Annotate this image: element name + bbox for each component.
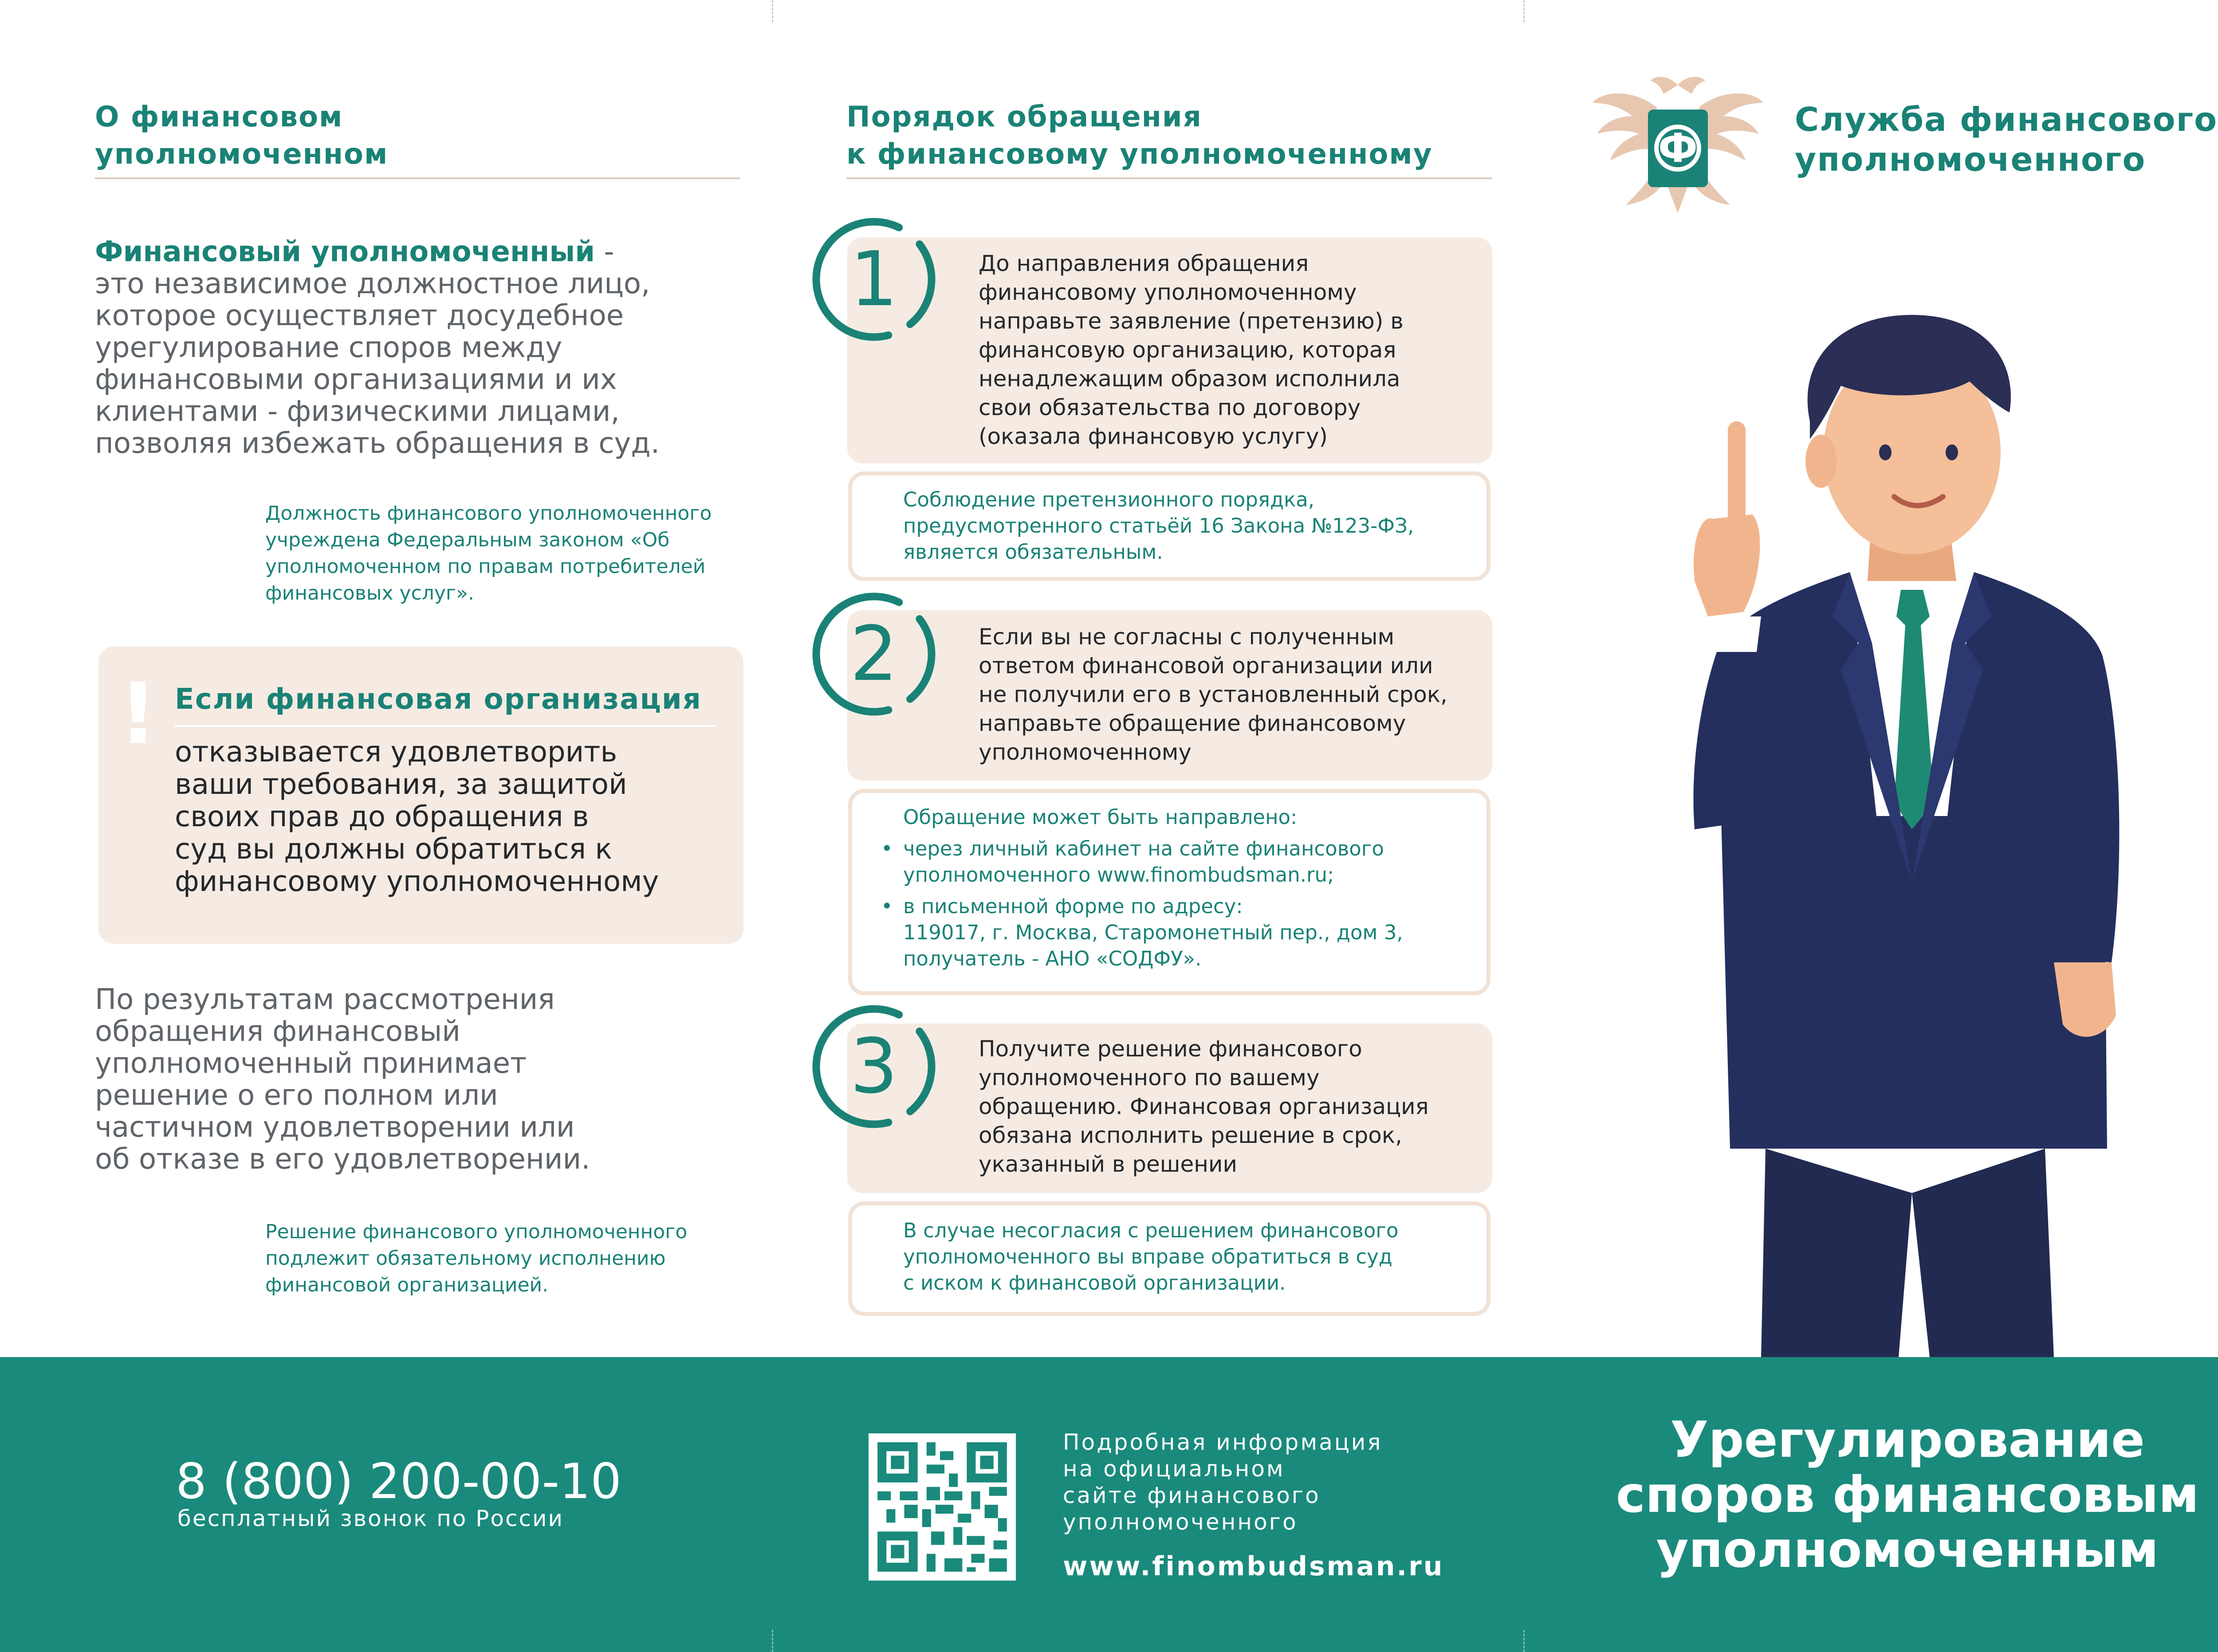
left-heading bbox=[95, 98, 388, 173]
info-card-2-bullet-1: • через личный кабинет на сайте финансового уполномоченного www.finombudsman.ru; bbox=[881, 836, 1480, 888]
middle-heading-divider bbox=[846, 177, 1492, 179]
law-note: Должность финансового уполномоченного учреждена Федеральным законом «Об уполномоченном по правам потребителей финансовых услуг». bbox=[265, 502, 712, 604]
site-url-link[interactable]: www.finombudsman.ru bbox=[1063, 1551, 1444, 1582]
exclamation-icon: ! bbox=[119, 665, 157, 763]
step-3-text: Получите решение финансового уполномоченного по вашему обращению. Финансовая организация обязана исполнить решение в срок, указанный в решении bbox=[979, 1036, 1429, 1177]
step-3-number: 3 bbox=[849, 1023, 898, 1110]
result-note: Решение финансового уполномоченного подлежит обязательному исполнению финансовой организацией. bbox=[265, 1220, 688, 1296]
definition-text: Финансовый уполномоченный - это независимое должностное лицо, которое осуществляет досудебное урегулирование споров между финансовыми организациями и их клиентами - физическими лицами, позволяя избежать обращения в суд. bbox=[95, 235, 660, 460]
step-1-number: 1 bbox=[849, 235, 898, 323]
step-2-number: 2 bbox=[849, 610, 898, 698]
step-2-text: Если вы не согласны с полученным ответом финансовой организации или не получили его в установленный срок, направьте обращение финансовому уполномоченному bbox=[979, 624, 1447, 765]
left-heading-line-1: О финансовом bbox=[95, 101, 343, 133]
fold-mark-top-left bbox=[772, 0, 773, 22]
middle-heading-line-1: Порядок обращения bbox=[846, 101, 1202, 133]
brochure-title: Урегулирование споров финансовым уполномоченным bbox=[1616, 1411, 2199, 1579]
qr-code-icon[interactable] bbox=[869, 1433, 1016, 1581]
org-name: Служба финансового уполномоченного bbox=[1795, 101, 2218, 179]
site-info: Подробная информация на официальном сайте финансового уполномоченного bbox=[1063, 1429, 1383, 1535]
info-card-3-text: В случае несогласия с решением финансового уполномоченного вы вправе обратиться в суд с иском к финансовой организации. bbox=[903, 1219, 1399, 1295]
info-card-1-text: Соблюдение претензионного порядка, предусмотренного статьёй 16 Закона №123-ФЗ, является обязательным. bbox=[903, 488, 1414, 564]
logo-letter: Ф bbox=[1658, 125, 1698, 172]
definition-term: Финансовый уполномоченный bbox=[95, 235, 595, 268]
hotline-note: бесплатный звонок по России bbox=[177, 1506, 564, 1531]
fold-mark-bottom-left bbox=[772, 1630, 773, 1652]
middle-heading-line-2: к финансовому уполномоченному bbox=[846, 138, 1433, 171]
alert-title: Если финансовая организация bbox=[175, 683, 702, 716]
middle-heading bbox=[846, 98, 1432, 173]
left-heading-divider bbox=[95, 177, 740, 179]
alert-divider bbox=[175, 725, 716, 727]
result-text: По результатам рассмотрения обращения финансовый уполномоченный принимает решение о его полном или частичном удовлетворении или об отказе в его удовлетворении. bbox=[95, 983, 590, 1176]
businessman-illustration bbox=[1664, 306, 2169, 1357]
left-heading-line-2: уполномоченном bbox=[95, 138, 389, 171]
info-card-2-bullet-2: • в письменной форме по адресу: 119017, г. Москва, Старомонетный пер., дом 3, получатель - АНО «СОДФУ». bbox=[881, 893, 1480, 972]
fold-mark-top-right bbox=[1523, 0, 1525, 22]
info-card-2-text bbox=[903, 804, 1480, 972]
alert-body: отказывается удовлетворить ваши требования, за защитой своих прав до обращения в суд вы должны обратиться к финансовому уполномоченному bbox=[175, 736, 659, 898]
step-1-text: До направления обращения финансовому уполномоченному направьте заявление (претензию) в финансовую организацию, которая ненадлежащим образом исполнила свои обязательства по договору (оказала финансовую услугу) bbox=[979, 251, 1404, 449]
hotline-phone[interactable]: 8 (800) 200-00-10 bbox=[176, 1453, 621, 1510]
info-card-2-intro: Обращение может быть направлено: bbox=[903, 805, 1298, 829]
fold-mark-bottom-right bbox=[1523, 1630, 1525, 1652]
